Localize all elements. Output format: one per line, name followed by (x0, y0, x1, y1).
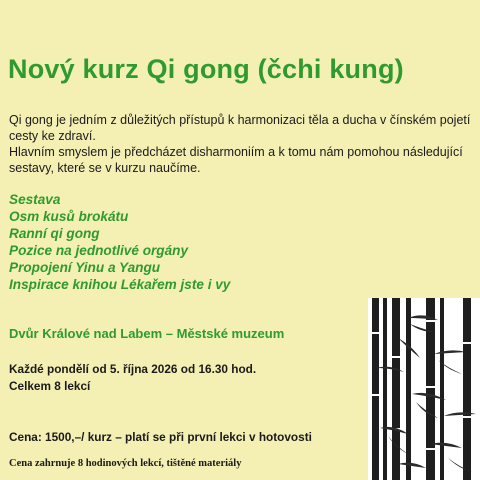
page-title: Nový kurz Qi gong (čchi kung) (8, 54, 404, 84)
topic-item: Pozice na jednotlivé orgány (9, 243, 189, 258)
bamboo-illustration (368, 298, 480, 480)
schedule-total: Celkem 8 lekcí (9, 379, 91, 393)
topic-item: Inspirace knihou Lékařem jste i vy (9, 277, 231, 292)
bamboo-icon (368, 298, 480, 480)
schedule-start: Každé pondělí od 5. října 2026 od 16.30 hod. (9, 362, 257, 376)
topic-item: Sestava (9, 192, 61, 207)
price-includes: Cena zahrnuje 8 hodinových lekcí, tištěné materiály (9, 458, 242, 469)
topic-item: Propojení Yinu a Yangu (9, 260, 161, 275)
schedule (9, 361, 256, 395)
topics-list (9, 191, 230, 293)
location: Dvůr Králové nad Labem – Městské muzeum (9, 326, 285, 341)
topic-item: Ranní qi gong (9, 226, 100, 241)
intro-paragraph-1: Qi gong je jedním z důležitých přístupů k harmonizaci těla a ducha v čínském pojetí cesty ke zdraví. (9, 113, 471, 143)
intro-paragraph-2: Hlavním smyslem je předcházet disharmoniím a k tomu nám pomohou následující sestavy, které se v kurzu naučíme. (9, 145, 463, 175)
intro-text (9, 112, 474, 176)
topic-item: Osm kusů brokátu (9, 209, 129, 224)
price: Cena: 1500,–/ kurz – platí se při první lekci v hotovosti (9, 430, 312, 444)
